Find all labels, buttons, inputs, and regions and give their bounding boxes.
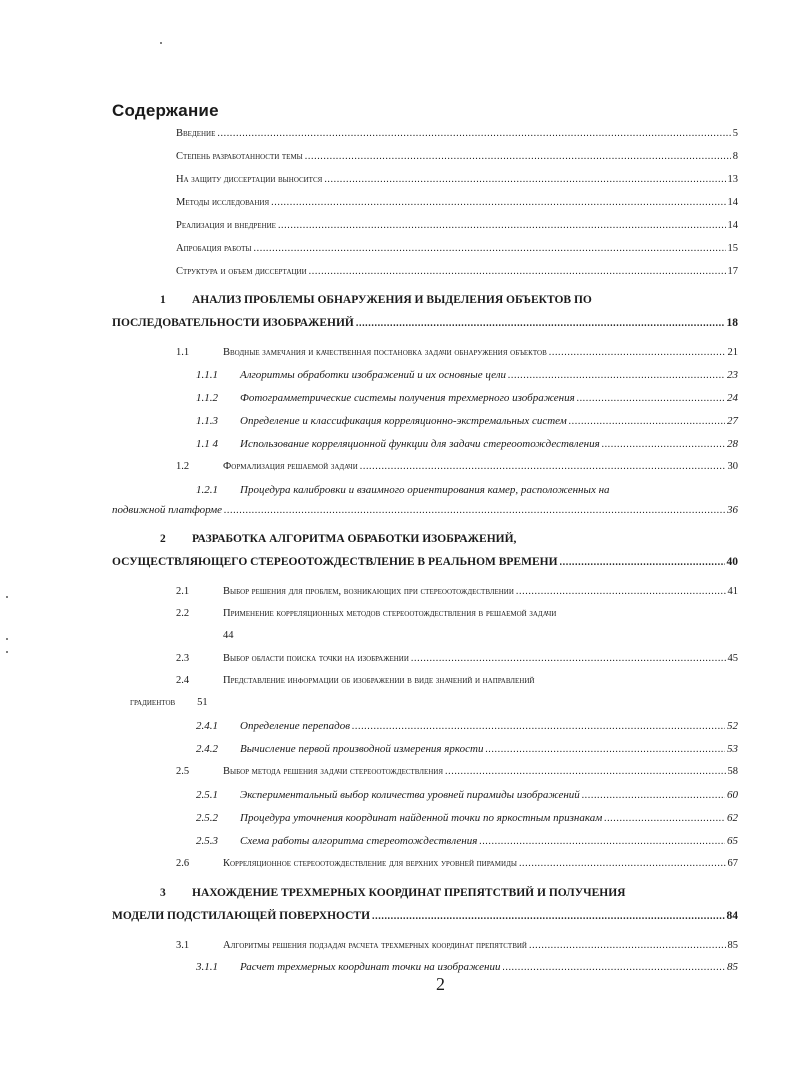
leader-dots: [352, 720, 725, 734]
toc-entry-title: Выбор решения для проблем, возникающих при стереоотождествлении: [223, 586, 514, 597]
leader-dots: [372, 910, 724, 924]
toc-entry-title: Алгоритмы решения подзадач расчета трехмерных координат препятствий: [223, 940, 527, 951]
toc-chapter-2-line1[interactable]: [160, 532, 516, 546]
toc-entry-page: 23: [727, 369, 738, 381]
toc-entry-title: Определение перепадов: [240, 720, 351, 732]
toc-entry-page: 14: [727, 220, 738, 231]
toc-chapter-1-line2[interactable]: [112, 316, 738, 331]
toc-entry-title: МОДЕЛИ ПОДСТИЛАЮЩЕЙ ПОВЕРХНОСТИ: [112, 910, 371, 922]
leader-dots: [485, 743, 725, 757]
toc-entry-number: 1.1.1: [196, 369, 218, 381]
toc-entry-degree[interactable]: [176, 150, 738, 164]
leader-dots: [360, 460, 726, 474]
toc-entry-page: 67: [727, 858, 738, 869]
toc-entry-number: 3: [160, 887, 166, 899]
toc-entry-2-5[interactable]: [176, 765, 738, 779]
toc-entry-page: 52: [727, 720, 738, 732]
toc-entry-page: 65: [727, 835, 738, 847]
toc-entry-page: 30: [727, 461, 738, 472]
toc-entry-page: 84: [726, 910, 738, 922]
toc-entry-page: 28: [727, 438, 738, 450]
toc-entry-2-3[interactable]: [176, 652, 738, 666]
toc-entry-title: Вычисление первой производной измерения яркости: [240, 743, 484, 755]
toc-entry-title: Процедура калибровки и взаимного ориентирования камер, расположенных на: [240, 484, 610, 496]
toc-entry-number: 1.2.1: [196, 484, 218, 496]
leader-dots: [278, 219, 726, 233]
toc-chapter-2-line2[interactable]: [112, 555, 738, 570]
toc-entry-title: Степень разработанности темы: [176, 151, 303, 162]
toc-entry-title: Фотограмметрические системы получения трехмерного изображения: [240, 392, 575, 404]
toc-entry-2-5-2[interactable]: [196, 811, 738, 826]
toc-entry-title: Апробация работы: [176, 243, 252, 254]
scan-speck: [6, 651, 8, 653]
leader-dots: [577, 392, 725, 406]
toc-entry-number: 2.1: [176, 586, 190, 597]
toc-entry-title: Процедура уточнения координат найденной точки по яркостным признакам: [240, 812, 603, 824]
toc-entry-number: 3.1.1: [196, 961, 218, 973]
toc-entry-title: Корреляционное стереоотождествление для верхних уровней пирамиды: [223, 858, 517, 869]
toc-entry-page: 41: [727, 586, 738, 597]
toc-entry-2-2-line2[interactable]: [223, 629, 234, 643]
toc-entry-title: Алгоритмы обработки изображений и их основные цели: [240, 369, 507, 381]
toc-entry-2-4-2[interactable]: [196, 742, 738, 757]
toc-entry-number: 2.5.1: [196, 789, 218, 801]
toc-entry-number: 1.1: [176, 347, 190, 358]
toc-entry-title: Определение и классификация корреляционно-экстремальных систем: [240, 415, 567, 427]
toc-entry-title: Выбор области поиска точки на изображении: [223, 653, 409, 664]
toc-entry-page: 8: [732, 151, 738, 162]
leader-dots: [411, 652, 726, 666]
scan-speck: [160, 42, 162, 44]
toc-entry-1-2-1-line1[interactable]: [196, 483, 610, 497]
toc-entry-title: подвижной платформе: [112, 504, 223, 516]
toc-entry-number: 2.5.2: [196, 812, 218, 824]
toc-entry-page: 27: [727, 415, 738, 427]
toc-entry-page: 44: [223, 630, 234, 641]
toc-entry-page: 40: [726, 556, 738, 568]
leader-dots: [305, 150, 731, 164]
toc-entry-1-2[interactable]: [176, 460, 738, 474]
scan-speck: [6, 596, 8, 598]
toc-entry-page: 36: [727, 504, 738, 516]
toc-entry-1-2-1-line2[interactable]: [112, 503, 738, 518]
toc-entry-2-2-line1[interactable]: [176, 607, 556, 621]
toc-entry-page: 24: [727, 392, 738, 404]
leader-dots: [445, 765, 725, 779]
toc-entry-page: 15: [727, 243, 738, 254]
toc-entry-number: 1.2: [176, 461, 190, 472]
toc-entry-2-1[interactable]: [176, 585, 738, 599]
toc-entry-page: 45: [727, 653, 738, 664]
toc-entry-page: 21: [727, 347, 738, 358]
toc-entry-number: 2.4: [176, 675, 190, 686]
leader-dots: [529, 939, 726, 953]
toc-entry-title: АНАЛИЗ ПРОБЛЕМЫ ОБНАРУЖЕНИЯ И ВЫДЕЛЕНИЯ ОБЪЕКТОВ ПО: [192, 294, 592, 306]
leader-dots: [516, 585, 726, 599]
toc-entry-title: Применение корреляционных методов стереоотождествления в решаемой задачи: [223, 608, 557, 619]
toc-entry-number: 1.1.3: [196, 415, 218, 427]
toc-entry-title: ОСУЩЕСТВЛЯЮЩЕГО СТЕРЕООТОЖДЕСТВЛЕНИЕ В РЕАЛЬНОМ ВРЕМЕНИ: [112, 556, 558, 568]
leader-dots: [217, 127, 730, 141]
toc-entry-2-4-line2[interactable]: [130, 696, 208, 710]
toc-chapter-3-line1[interactable]: [160, 886, 625, 900]
toc-entry-page: 14: [727, 197, 738, 208]
leader-dots: [569, 415, 725, 429]
toc-entry-page: 58: [727, 766, 738, 777]
toc-entry-number: 3.1: [176, 940, 190, 951]
leader-dots: [582, 789, 725, 803]
toc-entry-title: Схема работы алгоритма стереотождествления: [240, 835, 478, 847]
toc-entry-title: На защиту диссертации выносится: [176, 174, 323, 185]
leader-dots: [224, 504, 725, 518]
leader-dots: [549, 346, 726, 360]
toc-entry-title: Введение: [176, 128, 216, 139]
toc-entry-number: 1.1 4: [196, 438, 218, 450]
toc-entry-1-1-3[interactable]: [196, 414, 738, 429]
toc-entry-number: 2.5.3: [196, 835, 218, 847]
toc-entry-methods[interactable]: [176, 196, 738, 210]
toc-entry-title: Использование корреляционной функции для задачи стереоотождествления: [240, 438, 600, 450]
toc-entry-approbation[interactable]: [176, 242, 738, 256]
toc-heading: Содержание: [112, 101, 219, 120]
toc-entry-number: 2.3: [176, 653, 190, 664]
toc-entry-title: ПОСЛЕДОВАТЕЛЬНОСТИ ИЗОБРАЖЕНИЙ: [112, 317, 354, 329]
toc-entry-page: 51: [197, 697, 208, 708]
toc-entry-number: 2.4.2: [196, 743, 218, 755]
toc-entry-title: Методы исследования: [176, 197, 270, 208]
leader-dots: [602, 438, 725, 452]
toc-entry-page: 18: [726, 317, 738, 329]
toc-entry-title: Выбор метода решения задачи стереоотождествления: [223, 766, 444, 777]
page-number: 2: [436, 974, 445, 994]
toc-entry-2-5-3[interactable]: [196, 834, 738, 849]
toc-entry-number: 1.1.2: [196, 392, 218, 404]
toc-entry-title: РАЗРАБОТКА АЛГОРИТМА ОБРАБОТКИ ИЗОБРАЖЕНИЙ,: [192, 533, 517, 545]
toc-entry-number: 2: [160, 533, 166, 545]
toc-entry-defense[interactable]: [176, 173, 738, 187]
leader-dots: [560, 556, 725, 570]
toc-chapter-1-line1[interactable]: [160, 293, 592, 307]
toc-entry-page: 85: [727, 940, 738, 951]
toc-entry-page: 53: [727, 743, 738, 755]
leader-dots: [479, 835, 725, 849]
toc-entry-page: 62: [727, 812, 738, 824]
toc-entry-title: Экспериментальный выбор количества уровней пирамиды изображений: [240, 789, 580, 801]
toc-entry-title: Представление информации об изображении в виде значений и направлений: [223, 675, 535, 686]
leader-dots: [503, 961, 726, 975]
toc-entry-number: 1: [160, 294, 166, 306]
leader-dots: [254, 242, 726, 256]
toc-entry-page: 13: [727, 174, 738, 185]
toc-entry-1-1-4[interactable]: [196, 437, 738, 452]
toc-entry-title: градиентов: [130, 697, 176, 708]
leader-dots: [508, 369, 725, 383]
toc-entry-title: Вводные замечания и качественная постановка задачи обнаружения объектов: [223, 347, 547, 358]
toc-entry-2-4-line1[interactable]: [176, 674, 534, 688]
toc-entry-number: 2.5: [176, 766, 190, 777]
toc-entry-1-1-2[interactable]: [196, 391, 738, 406]
toc-entry-page: 17: [727, 266, 738, 277]
toc-entry-title: Реализация и внедрение: [176, 220, 276, 231]
leader-dots: [309, 265, 726, 279]
toc-entry-1-1[interactable]: [176, 346, 738, 360]
toc-entry-title: Формализация решаемой задачи: [223, 461, 358, 472]
scan-speck: [6, 638, 8, 640]
toc-entry-page: 85: [727, 961, 738, 973]
toc-entry-page: 60: [727, 789, 738, 801]
toc-entry-page: 5: [732, 128, 738, 139]
toc-entry-structure[interactable]: [176, 265, 738, 279]
leader-dots: [519, 857, 726, 871]
toc-entry-2-6[interactable]: [176, 857, 738, 871]
toc-entry-title: Расчет трехмерных координат точки на изображении: [240, 961, 501, 973]
toc-entry-3-1-1[interactable]: [196, 960, 738, 975]
toc-entry-number: 2.6: [176, 858, 190, 869]
leader-dots: [271, 196, 725, 210]
toc-entry-implementation[interactable]: [176, 219, 738, 233]
toc-entry-3-1[interactable]: [176, 939, 738, 953]
leader-dots: [604, 812, 725, 826]
toc-entry-introduction[interactable]: [176, 127, 738, 141]
toc-entry-number: 2.4.1: [196, 720, 218, 732]
toc-entry-1-1-1[interactable]: [196, 368, 738, 383]
leader-dots: [324, 173, 725, 187]
toc-chapter-3-line2[interactable]: [112, 909, 738, 924]
toc-entry-2-4-1[interactable]: [196, 719, 738, 734]
toc-entry-title: Структура и объем диссертации: [176, 266, 307, 277]
toc-entry-2-5-1[interactable]: [196, 788, 738, 803]
toc-entry-title: НАХОЖДЕНИЕ ТРЕХМЕРНЫХ КООРДИНАТ ПРЕПЯТСТВИЙ И ПОЛУЧЕНИЯ: [192, 887, 626, 899]
leader-dots: [356, 317, 725, 331]
toc-entry-number: 2.2: [176, 608, 190, 619]
